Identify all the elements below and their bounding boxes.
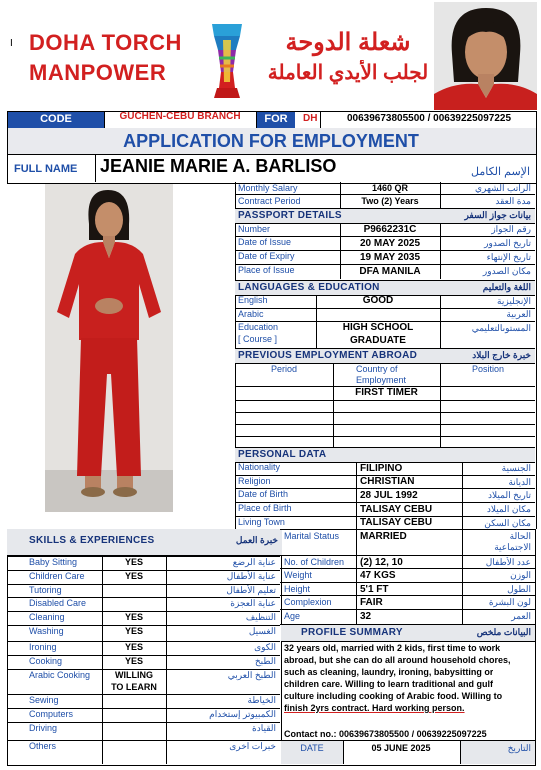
profile-contact: Contact no.: 00639673805500 / 00639225097225 <box>284 729 487 739</box>
languages-section-header <box>235 280 535 296</box>
education-value-line2: GRADUATE <box>350 335 406 346</box>
status-row-divider <box>280 609 535 610</box>
pob-value: TALISAY CEBU <box>360 504 433 515</box>
personal-data-header <box>235 447 535 463</box>
education-arabic: المستوىالتعليمي <box>471 323 531 333</box>
arabic-lang-label: Arabic <box>238 309 264 319</box>
status-row-divider <box>280 582 535 583</box>
status-value: 32 <box>360 611 372 622</box>
salary-arabic: الراتب الشهري <box>475 183 531 193</box>
passport-number-label: Number <box>238 224 271 234</box>
status-value: MARRIED <box>360 531 407 542</box>
status-row-divider <box>280 568 535 569</box>
profile-line-2: abroad, but she can do all around household chores, <box>284 655 511 665</box>
status-label: Weight <box>284 570 312 580</box>
country-col-header-line2: Employment <box>356 375 407 385</box>
passport-title: PASSPORT DETAILS <box>238 210 342 221</box>
nationality-arabic: الجنسية <box>501 463 531 473</box>
skill-label: Others <box>29 741 57 751</box>
status-arabic-line2: الاجتماعية <box>494 542 531 552</box>
skill-arabic: الغسيل <box>248 626 276 636</box>
status-arabic: لون البشرة <box>488 597 531 607</box>
english-value: GOOD <box>362 295 394 306</box>
previous-employment-title: PREVIOUS EMPLOYMENT ABROAD <box>238 350 418 361</box>
religion-value: CHRISTIAN <box>360 476 415 487</box>
skill-value: YES <box>124 656 143 666</box>
skill-arabic: التنظيف <box>245 612 276 622</box>
company-name-line1: DOHA TORCH <box>29 30 182 55</box>
skill-label: Driving <box>29 723 58 733</box>
skill-value: YES <box>124 612 143 622</box>
skill-value-line2: TO LEARN <box>111 682 157 692</box>
profile-line-6: finish 2yrs contract. Hard working person. <box>284 703 465 713</box>
salary-label: Monthly Salary <box>238 183 298 193</box>
period-col-header: Period <box>270 364 297 374</box>
religion-arabic: الديانة <box>508 477 531 487</box>
skill-label: Arabic Cooking <box>29 670 91 680</box>
expiry-date-value: 19 MAY 2035 <box>359 252 421 263</box>
skill-arabic: الطبخ <box>254 656 276 666</box>
english-label: English <box>238 295 268 305</box>
profile-line-1: 32 years old, married with 2 kids, first time to work <box>284 643 501 653</box>
skill-arabic: عناية العجزة <box>230 598 276 608</box>
full-name-label: FULL NAME <box>14 163 78 175</box>
education-label: Education <box>238 322 279 332</box>
place-issue-arabic: مكان الصدور <box>482 266 531 276</box>
status-arabic: الطول <box>507 584 531 594</box>
salary-value: 1460 QR <box>371 183 409 193</box>
skill-arabic: الكمبيوتر إستخدام <box>209 709 276 719</box>
skill-value: YES <box>124 571 143 581</box>
expiry-date-arabic: تاريخ الإنتهاء <box>486 252 531 262</box>
place-issue-value: DFA MANILA <box>359 266 421 277</box>
skill-value: YES <box>124 642 143 652</box>
skill-label: Sewing <box>29 695 59 705</box>
profile-line-4: children care. Willing to learn traditional and gulf <box>284 679 493 689</box>
branch-name: GUCHEN-CEBU BRANCH <box>119 111 241 122</box>
skill-arabic: عناية الرضع <box>232 557 276 567</box>
living-town-value: TALISAY CEBU <box>360 517 433 528</box>
date-value: 05 JUNE 2025 <box>371 743 431 753</box>
issue-date-value: 20 MAY 2025 <box>359 238 421 249</box>
passport-title-arabic: بيانات جواز السفر <box>464 210 531 220</box>
dob-label: Date of Birth <box>238 489 289 499</box>
profile-line-3: such as cleaning, laundry, ironing, babysitting or <box>284 667 494 677</box>
full-name-arabic: الإسم الكامل <box>471 166 530 178</box>
skill-value: WILLING <box>115 670 153 680</box>
contract-value: Two (2) Years <box>361 196 419 206</box>
date-label: DATE <box>300 743 324 753</box>
passport-number-arabic: رقم الجواز <box>491 224 531 234</box>
skill-arabic: عناية الأطفال <box>226 571 276 581</box>
previous-country-first-row: FIRST TIMER <box>355 387 418 398</box>
torch-logo <box>200 22 254 100</box>
skills-title: SKILLS & EXPERIENCES <box>29 535 155 546</box>
skills-section-header <box>7 529 282 556</box>
place-issue-label: Place of Issue <box>238 265 295 275</box>
living-town-arabic: مكان السكن <box>484 518 531 528</box>
page-marker: I <box>10 38 13 49</box>
company-arabic-line1: شعلة الدوحة <box>285 29 411 56</box>
skill-label: Ironing <box>29 642 57 652</box>
full-body-photo <box>45 184 173 512</box>
for-label: FOR <box>264 113 288 125</box>
arabic-lang-arabic: العربية <box>506 309 531 319</box>
skill-arabic: القيادة <box>252 723 276 733</box>
status-row-divider <box>280 555 535 556</box>
form-title: APPLICATION FOR EMPLOYMENT <box>123 131 419 151</box>
pob-arabic: مكان الميلاد <box>486 504 531 514</box>
skill-arabic: تعليم الأطفال <box>226 585 276 595</box>
status-label: Age <box>284 611 301 621</box>
status-label: No. of Children <box>284 557 345 567</box>
contract-arabic: مدة العقد <box>495 196 531 206</box>
skill-arabic: خبرات اخرى <box>229 741 276 751</box>
contract-label: Contract Period <box>238 196 301 206</box>
skill-arabic: الخياطة <box>247 695 276 705</box>
country-col-header-line1: Country of <box>356 364 398 374</box>
skill-label: Tutoring <box>29 585 62 595</box>
skill-label: Cooking <box>29 656 63 666</box>
pob-label: Place of Birth <box>238 503 292 513</box>
headshot-photo <box>434 2 537 110</box>
status-value: (2) 12, 10 <box>360 557 403 568</box>
nationality-value: FILIPINO <box>360 463 403 474</box>
expiry-date-label: Date of Expiry <box>238 251 295 261</box>
languages-title: LANGUAGES & EDUCATION <box>238 282 380 293</box>
status-row-divider <box>280 595 535 596</box>
skill-arabic: الكوى <box>254 642 276 652</box>
status-arabic: عدد الأطفال <box>485 557 531 567</box>
full-name-value: JEANIE MARIE A. BARLISO <box>100 156 337 176</box>
status-label: Marital Status <box>284 531 340 541</box>
status-value: 47 KGS <box>360 570 396 581</box>
company-name-line2: MANPOWER <box>29 60 167 85</box>
skill-value: YES <box>124 626 143 636</box>
personal-data-title: PERSONAL DATA <box>238 449 327 460</box>
status-label: Complexion <box>284 597 332 607</box>
status-value: FAIR <box>360 597 383 608</box>
issue-date-label: Date of Issue <box>238 237 292 247</box>
status-value: 5'1 FT <box>360 584 389 595</box>
skill-value: YES <box>124 557 143 567</box>
skill-arabic: الطبخ العربي <box>227 670 276 680</box>
education-course-label: [ Course ] <box>238 334 278 344</box>
skill-label: Cleaning <box>29 612 65 622</box>
status-arabic: الوزن <box>510 570 531 580</box>
profile-summary-header <box>281 625 535 642</box>
profile-line-5: culture including cooking of Arabic food. Willing to <box>284 691 503 701</box>
status-arabic: الحالة <box>509 531 531 541</box>
dob-value: 28 JUL 1992 <box>360 490 418 501</box>
education-value-line1: HIGH SCHOOL <box>342 322 414 333</box>
for-value: DH <box>303 113 318 124</box>
languages-title-arabic: اللغة والتعليم <box>482 282 531 292</box>
nationality-label: Nationality <box>238 462 281 472</box>
passport-section-header <box>235 208 535 224</box>
skill-label: Computers <box>29 709 74 719</box>
profile-summary-title-arabic: البيانات ملخص <box>476 627 531 637</box>
skill-label: Washing <box>29 626 64 636</box>
code-label: CODE <box>40 113 72 125</box>
status-label: Height <box>284 584 311 594</box>
skill-label: Baby Sitting <box>29 557 78 567</box>
date-arabic: التاريخ <box>507 743 531 753</box>
profile-summary-title: PROFILE SUMMARY <box>301 627 403 638</box>
living-town-label: Living Town <box>238 517 285 527</box>
religion-label: Religion <box>238 476 271 486</box>
english-arabic: الإنجليزية <box>497 296 531 306</box>
issue-date-arabic: تاريخ الصدور <box>484 238 531 248</box>
skill-label: Disabled Care <box>29 598 87 608</box>
status-arabic: العمر <box>511 611 531 621</box>
passport-number-value: P9662231C <box>363 224 417 235</box>
header-phones: 00639673805500 / 00639225097225 <box>346 113 512 124</box>
company-arabic-line2: لجلب الأيدي العاملة <box>267 62 429 84</box>
previous-employment-title-arabic: خبرة خارج البلاد <box>472 350 531 360</box>
position-col-header: Position <box>471 364 505 374</box>
skill-label: Children Care <box>29 571 85 581</box>
skills-title-arabic: خبرة العمل <box>235 535 278 545</box>
dob-arabic: تاريخ الميلاد <box>488 490 531 500</box>
previous-employment-header <box>235 348 535 364</box>
